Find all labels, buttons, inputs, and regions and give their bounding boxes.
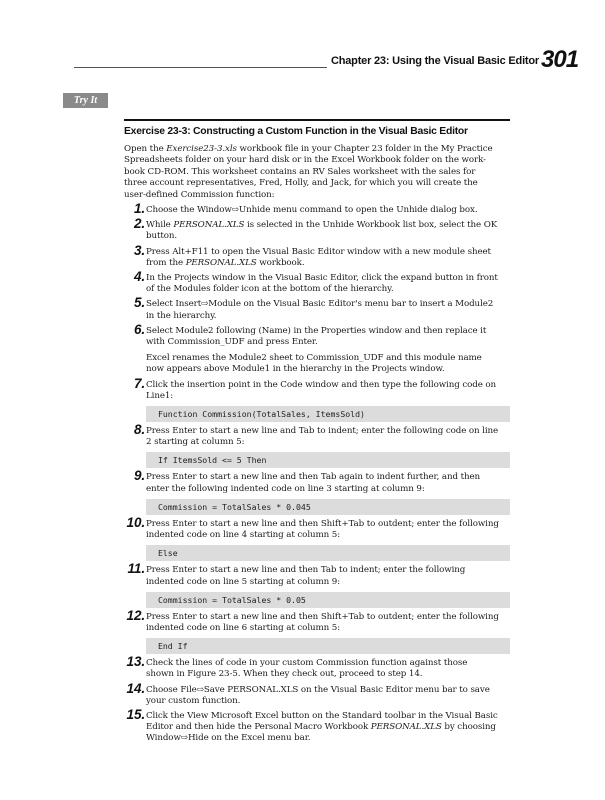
step-11 <box>124 561 510 587</box>
step-line: Line1: <box>146 390 174 401</box>
code-line-5: Commission = TotalSales * 0.05 <box>146 592 510 608</box>
step-line: Select Module2 following (Name) in the Properties window and then replace it <box>146 325 487 336</box>
step-line: Choose the Window⇨Unhide menu command to open the Unhide dialog box. <box>146 205 478 216</box>
try-it-badge: Try It <box>63 93 108 108</box>
step-5 <box>124 295 510 321</box>
step-10 <box>124 514 510 541</box>
step-7 <box>124 375 510 402</box>
step-6-note <box>124 353 510 375</box>
step-line: Click the insertion point in the Code window and then type the following code on <box>146 379 497 390</box>
step-number: 3. <box>133 242 145 258</box>
step-line: enter the following indented code on line 3 starting at column 9: <box>146 483 425 494</box>
step-line: shown in Figure 23-5. When they check out, proceed to step 14. <box>146 669 423 680</box>
step-1 <box>124 201 510 217</box>
step-number: 2. <box>133 216 145 232</box>
step-15 <box>124 706 510 745</box>
step-line: Press Enter to start a new line and Tab to indent; enter the following code on line <box>146 426 499 437</box>
step-number: 10. <box>126 514 145 530</box>
step-9 <box>124 468 510 494</box>
step-8 <box>124 422 510 448</box>
step-line: 2 starting at column 5: <box>146 437 245 448</box>
step-line: from the PERSONAL.XLS workbook. <box>146 257 305 268</box>
step-13 <box>124 654 510 680</box>
exercise-box <box>124 119 510 745</box>
step-line: your custom function. <box>146 695 241 706</box>
step-line: Press Alt+F11 to open the Visual Basic Editor window with a new module sheet <box>146 246 491 257</box>
step-line: Press Enter to start a new line and then Tab again to indent further, and then <box>146 472 481 483</box>
step-6 <box>124 321 510 348</box>
step-line: Editor and then hide the Personal Macro Workbook PERSONAL.XLS by choosing <box>146 722 496 733</box>
step-number: 8. <box>133 422 145 438</box>
intro-line: book CD-ROM. This worksheet contains an RV Sales worksheet with the sales for <box>124 166 476 177</box>
code-line-6: End If <box>146 638 510 654</box>
step-number: 4. <box>133 269 145 285</box>
step-number: 9. <box>133 468 145 484</box>
step-number: 11. <box>127 561 145 577</box>
step-line: button. <box>146 231 178 242</box>
code-line-4: Else <box>146 545 510 561</box>
step-line: Press Enter to start a new line and then Tab to indent; enter the following <box>146 565 466 576</box>
code-line-2: If ItemsSold <= 5 Then <box>146 452 510 468</box>
step-2 <box>124 216 510 242</box>
step-number: 15. <box>126 706 145 722</box>
exercise-intro <box>124 144 510 201</box>
code-line-1: Function Commission(TotalSales, ItemsSold) <box>146 406 510 422</box>
intro-line: user-defined Commission function: <box>124 189 275 200</box>
header-rule <box>74 67 327 68</box>
intro-line: three account representatives, Fred, Holly, and Jack, for which you will create the <box>124 178 478 189</box>
code-line-3: Commission = TotalSales * 0.045 <box>146 499 510 515</box>
step-12 <box>124 607 510 634</box>
exercise-title: Exercise 23-3: Constructing a Custom Function in the Visual Basic Editor <box>124 126 468 137</box>
step-number: 13. <box>126 654 145 670</box>
step-number: 6. <box>133 321 145 337</box>
step-number: 1. <box>133 201 145 217</box>
intro-line: Open the Exercise23-3.xls workbook file in your Chapter 23 folder in the My Practice <box>124 144 493 154</box>
step-3 <box>124 242 510 269</box>
note-line: now appears above Module1 in the hierarchy in the Projects window. <box>146 364 445 375</box>
step-line: Window⇨Hide on the Excel menu bar. <box>146 733 311 744</box>
step-line: Press Enter to start a new line and then Shift+Tab to outdent; enter the following <box>146 518 499 529</box>
step-4 <box>124 269 510 295</box>
step-line: in the hierarchy. <box>146 310 217 321</box>
step-line: of the Modules folder icon at the bottom of the hierarchy. <box>146 284 394 295</box>
step-number: 5. <box>133 295 145 311</box>
step-line: Select Insert⇨Module on the Visual Basic Editor's menu bar to insert a Module2 <box>146 299 494 310</box>
step-line: While PERSONAL.XLS is selected in the Unhide Workbook list box, select the OK <box>146 220 498 231</box>
page-number: 301 <box>541 46 579 73</box>
step-line: In the Projects window in the Visual Basic Editor, click the expand button in front <box>146 273 498 284</box>
step-line: indented code on line 6 starting at column 5: <box>146 622 341 633</box>
step-line: Press Enter to start a new line and then Shift+Tab to outdent; enter the following <box>146 611 499 622</box>
chapter-title: Chapter 23: Using the Visual Basic Editor <box>331 55 539 67</box>
step-line: indented code on line 5 starting at column 9: <box>146 576 341 587</box>
step-line: Choose File⇨Save PERSONAL.XLS on the Visual Basic Editor menu bar to save <box>146 684 490 695</box>
intro-line: Spreadsheets folder on your hard disk or in the Excel Workbook folder on the work- <box>124 155 486 166</box>
step-line: with Commission_UDF and press Enter. <box>146 337 318 348</box>
step-line: Check the lines of code in your custom Commission function against those <box>146 658 468 669</box>
note-line: Excel renames the Module2 sheet to Commission_UDF and this module name <box>146 353 482 364</box>
step-14 <box>124 680 510 707</box>
step-line: Click the View Microsoft Excel button on the Standard toolbar in the Visual Basic <box>146 710 498 721</box>
step-line: indented code on line 4 starting at column 5: <box>146 530 341 541</box>
step-number: 7. <box>133 375 145 391</box>
step-number: 12. <box>126 607 145 623</box>
steps-list <box>124 201 510 745</box>
step-number: 14. <box>126 680 145 696</box>
